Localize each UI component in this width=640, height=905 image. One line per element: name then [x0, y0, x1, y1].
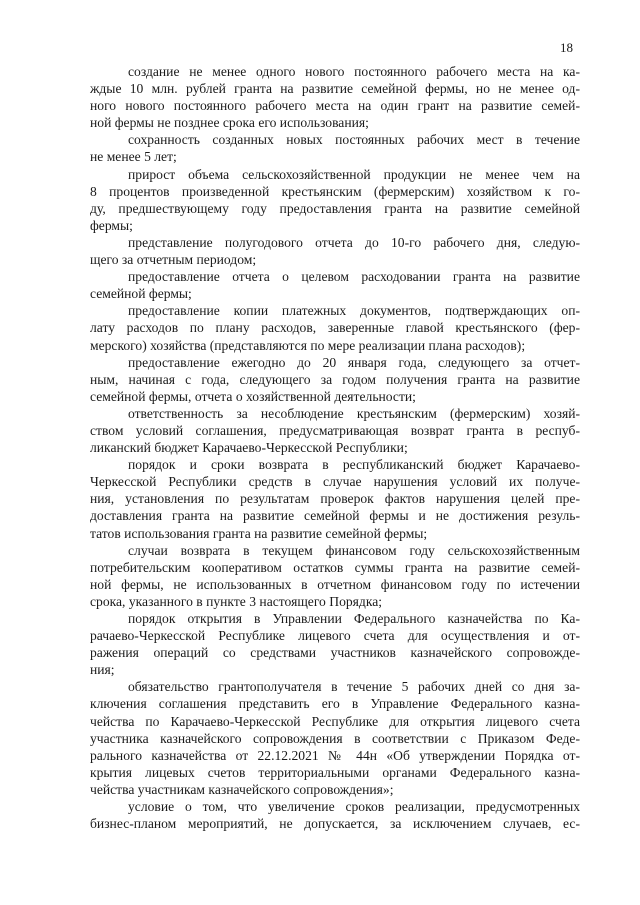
text-line: порядок открытия в Управлении Федерального казначейства по Ка-	[128, 611, 580, 626]
page-number: 18	[560, 40, 573, 55]
text-line: мерского) хозяйства (представляются по мере реализации плана расходов);	[90, 337, 526, 353]
text-line: представление полугодового отчета до 10-го рабочего дня, следую-	[128, 234, 580, 250]
text-line: рачаево-Черкесской Республике лицевого счета для осуществления и от-	[90, 628, 580, 644]
paragraph	[90, 166, 580, 234]
paragraph	[90, 354, 580, 405]
text-line: не менее 5 лет;	[90, 149, 177, 165]
paragraph	[90, 302, 580, 353]
paragraph	[90, 610, 580, 678]
text-line: предоставление отчета о целевом расходовании гранта на развитие	[128, 269, 580, 285]
text-line: ключения соглашения представить его в Управление Федерального казна-	[90, 696, 580, 712]
text-line: обязательство грантополучателя в течение 5 рабочих дней со дня за-	[128, 679, 580, 695]
text-line: ным, начиная с года, следующего за годом получения гранта на развитие	[90, 371, 580, 387]
text-line: срока, указанного в пункте 3 настоящего Порядка;	[90, 593, 383, 609]
text-line: сохранность созданных новых постоянных рабочих мест в течение	[128, 132, 580, 148]
text-line: ния;	[90, 662, 115, 678]
text-line: предоставление ежегодно до 20 января года, следующего за отчет-	[128, 354, 580, 370]
paragraph	[90, 131, 580, 165]
document-body	[90, 63, 580, 832]
text-line: потребительским кооперативом остатков суммы гранта на развитие семей-	[90, 559, 580, 575]
text-line: ражения операций со средствами участников казначейского сопровожде-	[90, 645, 580, 661]
text-line: ной фермы, не использованных в отчетном финансовом году по истечении	[90, 576, 580, 592]
text-line: чейства участникам казначейского сопровождения»;	[90, 781, 394, 797]
text-line: семейной фермы;	[90, 286, 192, 302]
text-line: ответственность за несоблюдение крестьянским (фермерским) хозяй-	[128, 405, 580, 421]
text-line: прирост объема сельскохозяйственной продукции не менее чем на	[128, 166, 580, 182]
text-line: рального казначейства от 22.12.2021 № 44н «Об утверждении Порядка от-	[90, 747, 580, 763]
text-line: порядок и сроки возврата в республиканский бюджет Карачаево-	[128, 457, 580, 473]
paragraph	[90, 405, 580, 456]
text-line: предоставление копии платежных документов, подтверждающих оп-	[128, 303, 580, 319]
text-line: фермы;	[90, 217, 133, 233]
paragraph	[90, 678, 580, 798]
text-line: семейной фермы, отчета о хозяйственной деятельности;	[90, 388, 416, 404]
text-line: создание не менее одного нового постоянного рабочего места на ка-	[128, 64, 580, 79]
paragraph	[90, 542, 580, 610]
paragraph	[90, 234, 580, 268]
text-line: ду, предшествующему году предоставления гранта на развитие семейной	[90, 200, 580, 216]
text-line: ством условий соглашения, предусматривающая возврат гранта в респуб-	[90, 422, 580, 438]
text-line: ликанский бюджет Карачаево-Черкесской Республики;	[90, 440, 408, 456]
text-line: ной фермы не позднее срока его использования;	[90, 115, 369, 131]
text-line: лату расходов по плану расходов, заверенные главой крестьянского (фер-	[90, 320, 580, 336]
text-line: участника казначейского сопровождения в соответствии с Приказом Феде-	[90, 730, 580, 746]
text-line: ждые 10 млн. рублей гранта на развитие семейной фермы, но не менее од-	[90, 81, 580, 97]
text-line: Черкесской Республики средств в случае нарушения условий их получе-	[90, 474, 580, 490]
text-line: доставления гранта на развитие семейной фермы и не достижения резуль-	[90, 508, 580, 524]
text-line: условие о том, что увеличение сроков реализации, предусмотренных	[128, 799, 580, 815]
text-line: 8 процентов произведенной крестьянским (фермерским) хозяйством к го-	[90, 183, 580, 199]
paragraph	[90, 63, 580, 131]
text-line: случаи возврата в текущем финансовом году сельскохозяйственным	[128, 542, 580, 558]
text-line: чейства по Карачаево-Черкесской Республике для открытия лицевого счета	[90, 713, 580, 729]
text-line: ного нового постоянного рабочего места на один грант на развитие семей-	[90, 98, 580, 114]
text-line: крытия лицевых счетов территориальными органами Федерального казна-	[90, 764, 580, 780]
paragraph	[90, 456, 580, 541]
paragraph	[90, 268, 580, 302]
text-line: татов использования гранта на развитие семейной фермы;	[90, 525, 428, 541]
text-line: бизнес-планом мероприятий, не допускается, за исключением случаев, ес-	[90, 816, 580, 832]
text-line: ния, установления по результатам проверок фактов нарушения целей пре-	[90, 491, 580, 507]
paragraph	[90, 798, 580, 832]
text-line: щего за отчетным периодом;	[90, 252, 257, 268]
